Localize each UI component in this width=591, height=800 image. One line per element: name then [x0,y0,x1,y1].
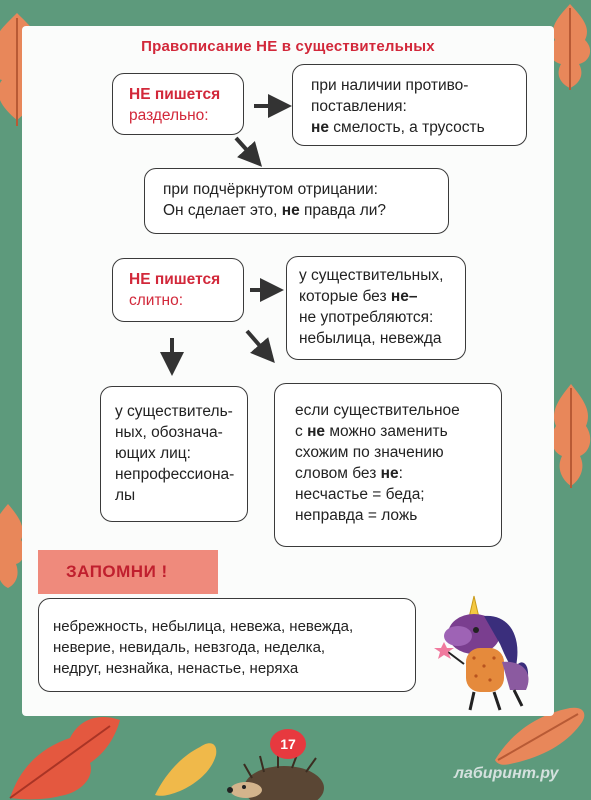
together-label-line1: НЕ пишется [129,271,221,288]
oak-leaf-icon [0,708,130,800]
negation-line1: при подчёркнутом отрицании: [163,181,378,198]
together-label-line2: слитно: [129,292,184,309]
arrow-diagonal-icon [247,331,267,354]
unicorn-illustration [414,586,552,716]
persons-line4: непрофессиона- [115,466,235,483]
persons-line2: ных, обознача- [115,424,223,441]
contrast-line2: поставления: [311,98,407,115]
persons-line3: ющих лиц: [115,445,191,462]
persons-line5: лы [115,487,136,504]
page-number: 17 [270,729,306,759]
rules-page [22,26,554,716]
remember-line2: неверие, невидаль, невзгода, неделка, [53,639,326,656]
synonym-line4: словом без не: [295,465,403,482]
synonym-line3: схожим по значению [295,444,444,461]
no-without-line4: небылица, невежда [299,330,442,347]
separate-label-line1: НЕ пишется [129,86,221,103]
negation-line2: Он сделает это, не правда ли? [163,202,387,219]
watermark-logo: лабиринт.ру [454,765,559,782]
separate-label-line2: раздельно: [129,107,209,124]
no-without-bold-ne: не [390,288,409,305]
remember-heading: ЗАПОМНИ ! [38,550,218,594]
contrast-line1: при наличии противо- [311,77,469,94]
remember-line3: недруг, незнайка, ненастье, неряха [53,660,299,677]
remember-words-box [38,598,416,692]
negation-bold-ne: не [281,202,300,219]
synonym-line6: неправда = ложь [295,507,418,524]
synonym-line2: с не можно заменить [295,423,448,440]
oak-leaf-icon [548,380,591,490]
synonym-line5: несчастье = беда; [295,486,425,503]
arrow-diagonal-icon [236,138,254,158]
contrast-bold-ne: не [311,119,329,136]
no-without-line1: у существительных, [299,267,444,284]
remember-line1: небрежность, небылица, невежа, невежда, [53,618,354,635]
synonym-box [274,383,502,547]
contrast-example: смелость, а трусость [328,119,485,136]
persons-box [100,386,248,522]
synonym-bold-ne: не [307,423,326,440]
arrows-layer [22,26,554,386]
synonym-line1: если существительное [295,402,460,419]
synonym-bold-ne-2: не [380,465,399,482]
oak-leaf-icon [150,735,220,800]
persons-line1: у существитель- [115,403,233,420]
no-without-line2: которые без не– [299,288,418,305]
no-without-line3: не употребляются: [299,309,434,326]
page-title: Правописание НЕ в существительных [141,38,435,55]
